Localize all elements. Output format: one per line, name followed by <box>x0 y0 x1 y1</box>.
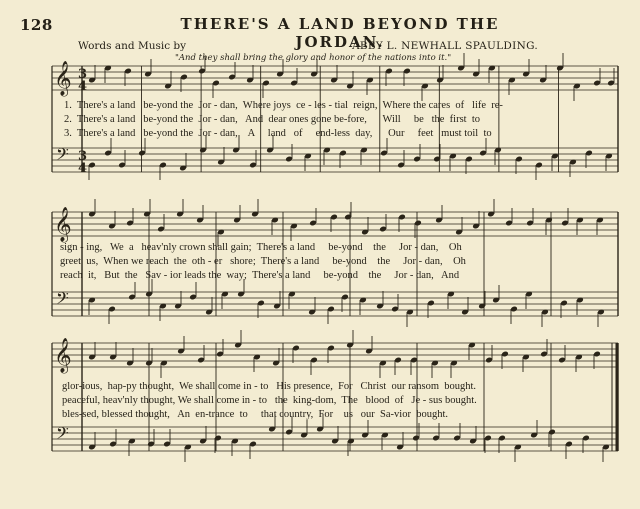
lyric-line-s1-v2: 2. There's a land be-yond the Jor - dan, And dear ones gone be-fore, Will be the first to <box>64 114 481 125</box>
treble-clef-icon: 𝄞 <box>54 338 72 373</box>
lyric-line-s3-v1: glor-ious, hap-py thought, We shall come in - to His presence, For Christ our ransom bought. <box>62 381 477 392</box>
lyric-line-s2-v3: reach it, But the Sav - ior leads the way; There's a land be-yond the Jor - dan, And <box>60 270 460 281</box>
time-signature: 4 <box>78 79 88 94</box>
treble-clef-icon: 𝄞 <box>54 61 72 96</box>
lyric-line-s2-v2: greet us, When we reach the oth - er shore; There's a land be-yond the Jor - dan, Oh <box>60 256 466 267</box>
credit-author: ABBY L. NEWHALL SPAULDING. <box>352 40 539 52</box>
epigraph: "And they shall bring the glory and honor of the nations into it." <box>175 53 452 63</box>
bass-clef-icon: 𝄢 <box>56 288 69 312</box>
lyric-line-s3-v2: peaceful, heav'nly thought, We shall come in - to the king-dom, The blood of Je - sus bought. <box>62 395 477 406</box>
lyric-line-s1-v3: 3. There's a land be-yond the Jor - dan, A land of end-less day, Our feet must toil to <box>64 128 492 139</box>
bass-clef-icon: 𝄢 <box>56 423 69 447</box>
time-signature: 4 <box>78 161 88 176</box>
time-signature: 3 <box>78 67 88 82</box>
lyric-line-s1-v1: 1. There's a land be-yond the Jor - dan, Where joys ce - les - tial reign, Where the cares of life re- <box>64 100 503 111</box>
bass-clef-icon: 𝄢 <box>56 144 69 168</box>
time-signature: 3 <box>78 149 88 164</box>
treble-clef-icon: 𝄞 <box>54 207 72 242</box>
lyric-line-s3-v3: bles-sed, blessed thought, An en-trance to that country, For us our Sa-vior bought. <box>62 409 449 420</box>
page-number: 128 <box>20 16 53 34</box>
credit-words-music: Words and Music by <box>78 40 187 52</box>
lyric-line-s2-v1: sign - ing, We a heav'nly crown shall gain; There's a land be-yond the Jor - dan, Oh <box>60 242 462 253</box>
hymn-title: THERE'S A LAND BEYOND THE JORDAN. <box>180 15 500 51</box>
